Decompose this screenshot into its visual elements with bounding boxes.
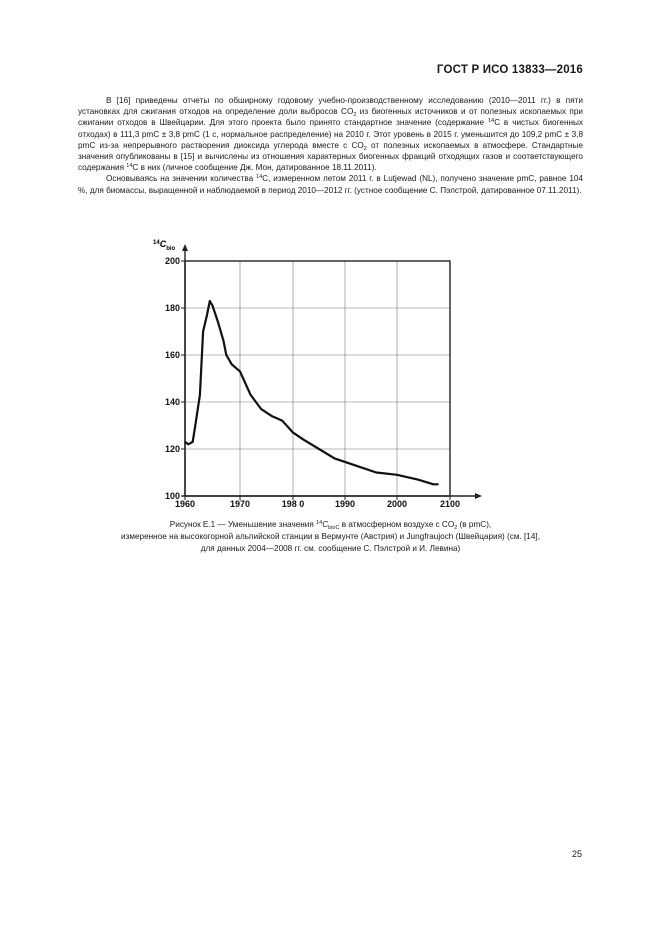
p1-sub-2: 2	[363, 145, 367, 152]
axes	[181, 244, 482, 500]
p1-text-c: C в чистых биогенных отходах) в 111,3 pmC ± 3,8 pmC (1 с, нормальное распределение) на 2010 г. Этот уровень в 2015 г. уменьшится до 109,2 pmC ± 3,8 pmC из-за непрерывного растворения диоксида углерода вместе с CO	[78, 118, 583, 150]
caption-line-1	[78, 519, 583, 531]
plot-frame	[185, 261, 450, 496]
series	[185, 301, 439, 484]
chart	[150, 236, 490, 516]
caption-line-2: измеренное на высокогорной альпийской станции в Вермунте (Австрия) и Jungfraujoch (Швейцария) (см. [14],	[121, 532, 540, 541]
caption-text-a: Рисунок Е.1 — Уменьшение значения	[169, 520, 317, 529]
x-axis-arrow	[475, 493, 482, 499]
chart-svg	[150, 236, 490, 511]
y-tick-label: 200	[164, 256, 180, 266]
body-text	[78, 95, 583, 196]
caption-sub: bioC	[328, 525, 340, 531]
p1-sup-2: 14	[126, 163, 133, 170]
p1-sup-1: 14	[487, 118, 495, 125]
caption-italic-c: C	[322, 520, 329, 529]
p2-sup-1: 14	[256, 174, 263, 181]
x-tick-label: 1990	[334, 499, 356, 509]
p2-text-b: C, измеренном летом 2011 г. в Lutjewad (NL), получено значение pmC, равное 104 %, для биомассы, выращенной и наблюдаемой в период 2010—2012 гг. (устное сообщение С. Пэлстрой, датированное 07.11.2011).	[78, 174, 584, 195]
caption-line-3: для данных 2004—2008 гг. см. сообщение С. Пэлстрой и И. Левина)	[200, 544, 461, 553]
document-header: ГОСТ Р ИСО 13833—2016	[436, 64, 583, 76]
p1-text-b: из биогенных источников и от полезных ископаемых при сжигании отходов в Швейцарии. Для этого проекта было принято стандартное значение (содержание	[78, 107, 583, 128]
x-tick-label: 1960	[174, 499, 196, 509]
y-tick-label: 160	[164, 350, 180, 360]
p1-text-e: C в них (личное сообщение Дж. Мон, датированное 18.11.2011).	[132, 163, 377, 173]
p1-text-d: от полезных ископаемых в атмосфере. Стандартные значения опубликованы в [15] и вычислены из отношения характерных биогенных фракций отходящих газов и соответствующего содержания	[78, 140, 583, 173]
x-tick-label: 198 0	[281, 499, 305, 509]
x-tick-label: 1970	[229, 499, 251, 509]
p2-text-a: Основываясь на значении количества	[106, 174, 257, 184]
grid	[185, 261, 450, 496]
x-tick-label: 2100	[439, 499, 461, 509]
tick-labels	[165, 256, 460, 509]
caption-sub-2: 2	[454, 525, 458, 531]
y-axis-arrow	[182, 244, 188, 251]
p1-sub-1: 2	[353, 112, 357, 119]
figure-caption	[78, 519, 583, 555]
caption-text-d: (в pmC),	[457, 520, 492, 529]
x-tick-label: 2000	[386, 499, 408, 509]
caption-sup: 14	[316, 520, 323, 526]
paragraph-2	[78, 173, 583, 195]
y-tick-label: 180	[164, 303, 180, 313]
page-number: 25	[571, 849, 582, 859]
caption-text-b: в атмосферном воздухе с CO	[339, 520, 455, 529]
p1-text-a: В [16] приведены отчеты по обширному годовому учебно-производственному исследованию (2010—2011 гг.) в пяти установках для сжигания отходов на определение доли выбросов CO	[78, 96, 583, 117]
y-tick-label: 100	[164, 491, 180, 501]
series-line	[185, 301, 439, 484]
paragraph-1	[78, 95, 583, 173]
y-tick-label: 120	[164, 444, 180, 454]
y-axis-label: $^{14}C_{bio}$	[153, 239, 176, 252]
y-tick-label: 140	[164, 397, 180, 407]
